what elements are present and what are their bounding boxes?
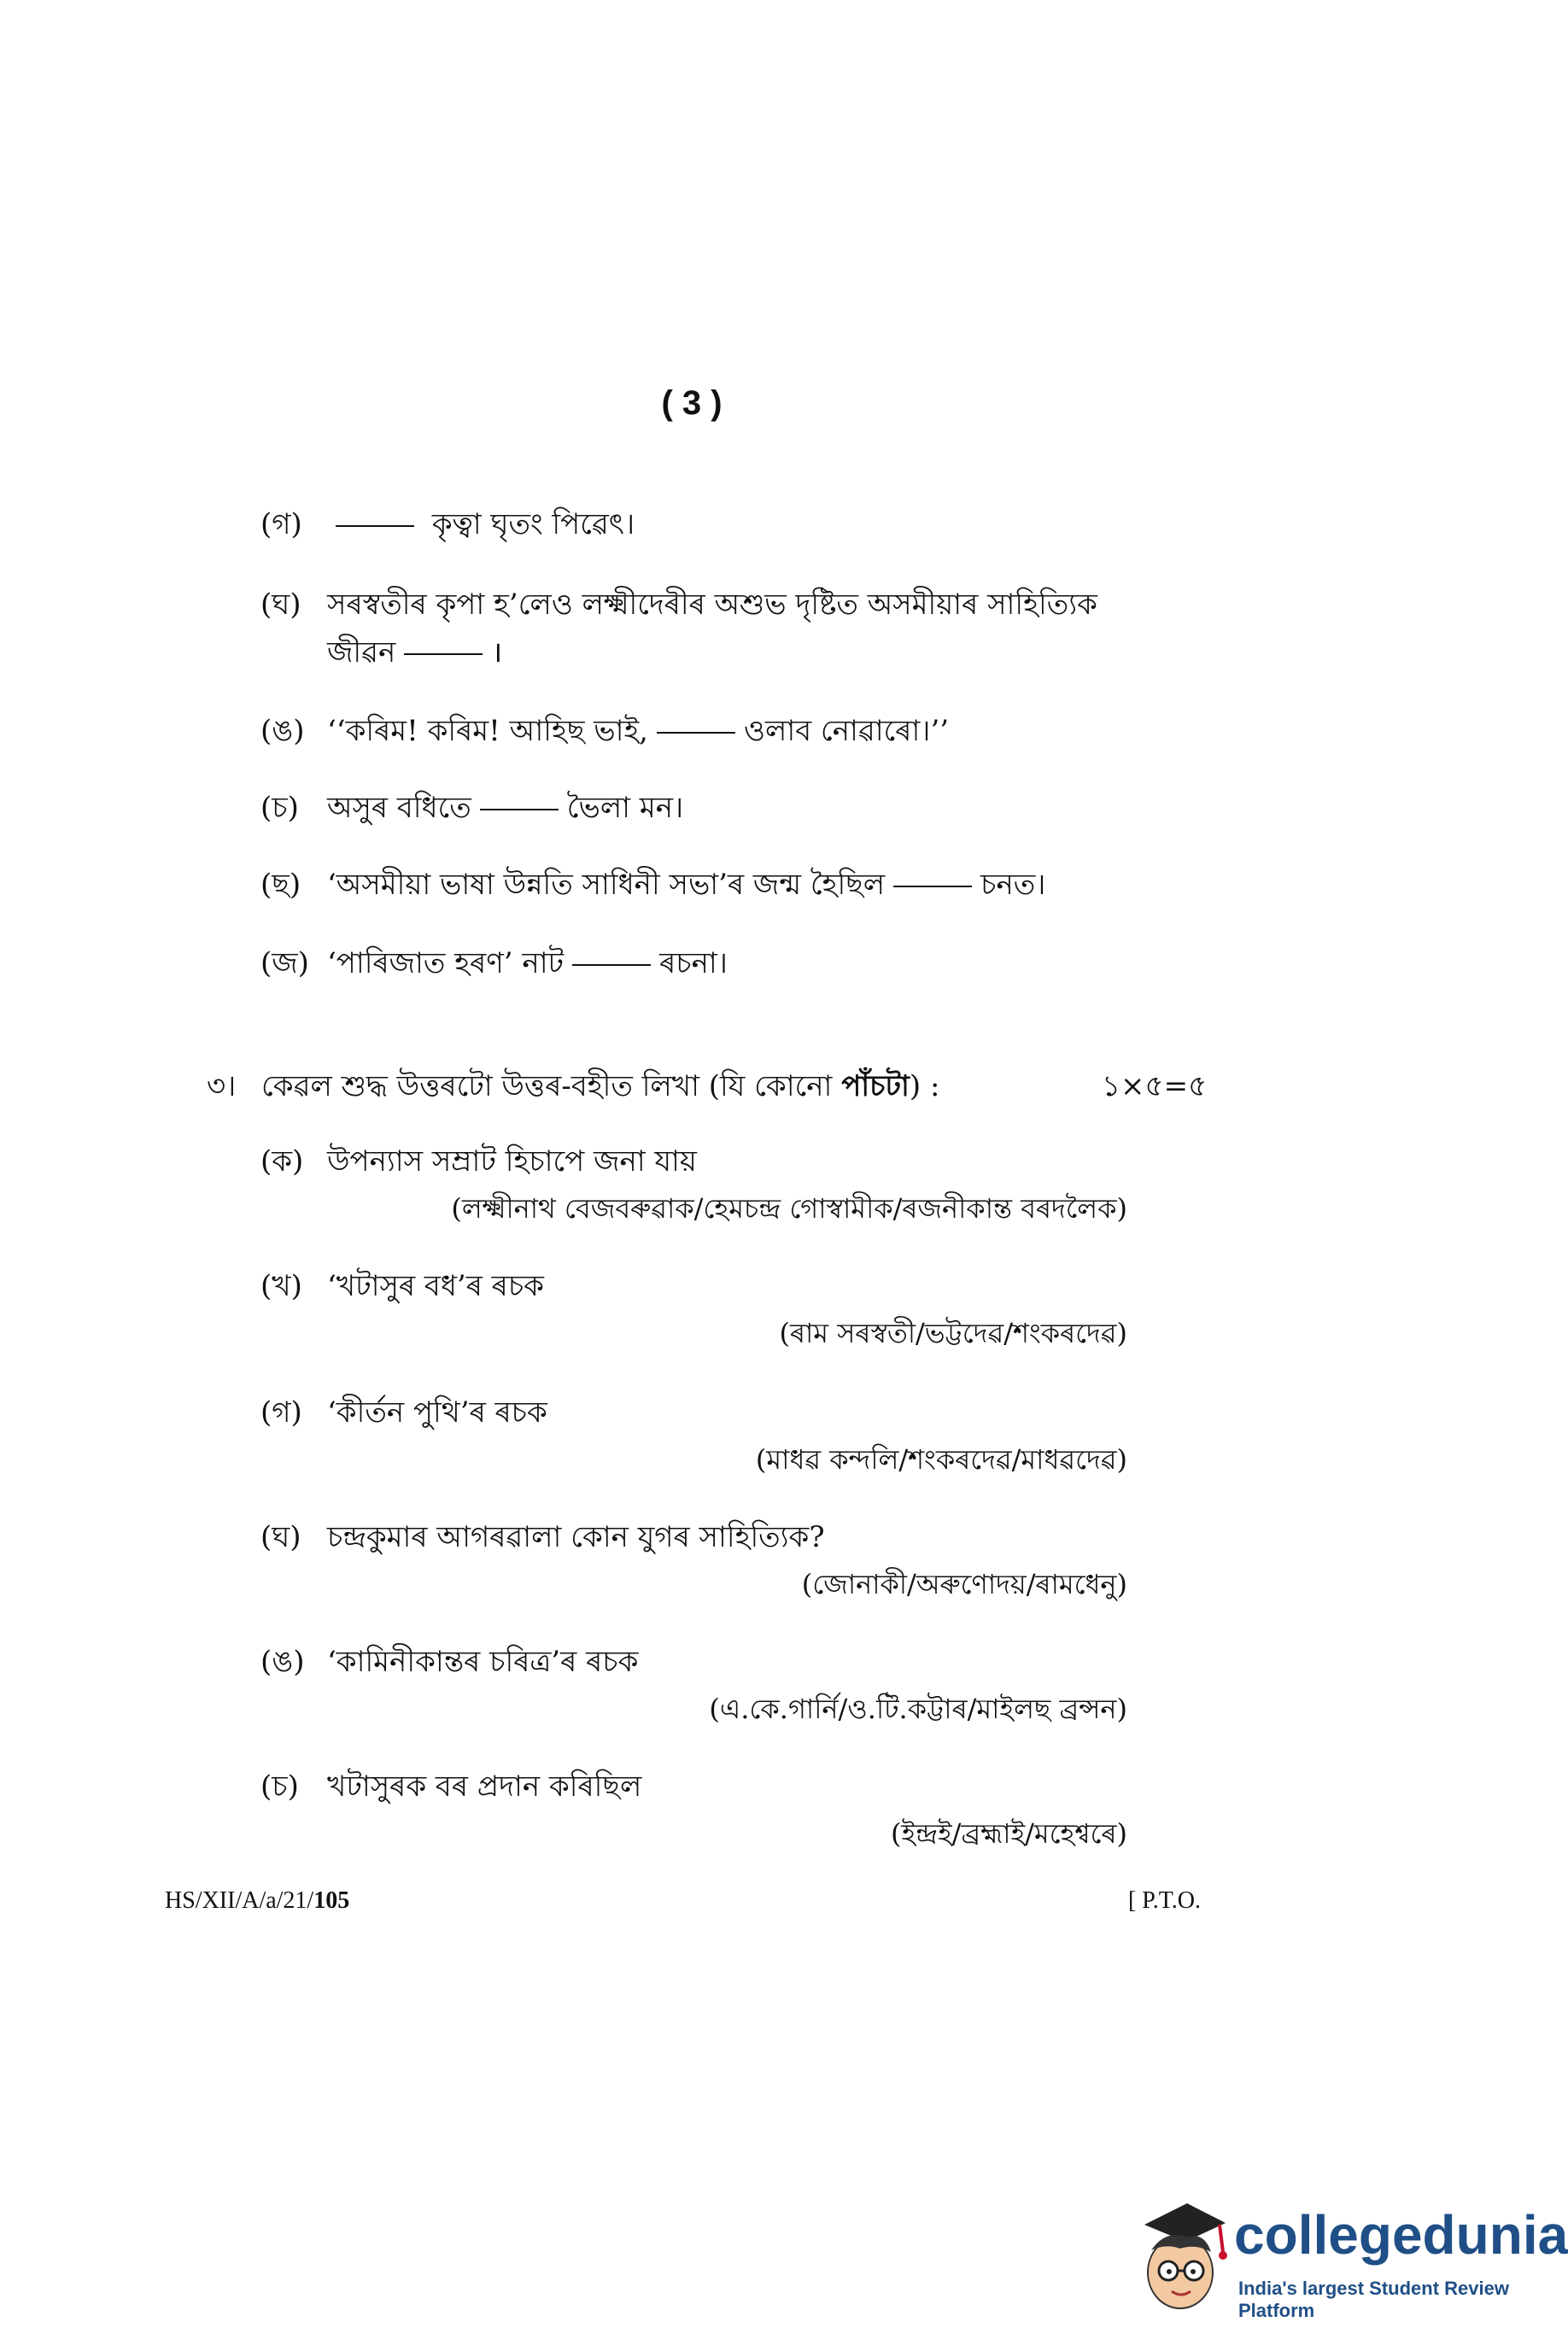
- q2-item-cha: [260, 863, 1045, 911]
- q3-item-ka: [260, 1139, 697, 1188]
- q3-instruction-start: কেৱল শুদ্ধ উত্তৰটো উত্তৰ-বহীত লিখা (যি কোনো: [261, 1069, 842, 1103]
- item-label: (খ): [260, 1269, 302, 1303]
- item-label: (ঙ): [260, 1645, 305, 1679]
- item-text-before: ‘অসমীয়া ভাষা উন্নতি সাধিনী সভা’ৰ জন্ম হৈছিল: [327, 868, 886, 902]
- q3-item-ga: [260, 1390, 547, 1439]
- q3-item-nga-options: (এ.কে.গাৰ্নি/ও.টি.কট্টাৰ/মাইলছ ব্ৰন্সন): [709, 1693, 1127, 1725]
- item-question: উপন্যাস সম্ৰাট হিচাপে জনা যায়: [327, 1144, 697, 1179]
- item-question: খটাসুৰক বৰ প্ৰদান কৰিছিল: [327, 1769, 642, 1804]
- q3-item-ka-options: (লক্ষ্মীনাথ বেজবৰুৱাক/হেমচন্দ্ৰ গোস্বামীক/ৰজনীকান্ত বৰদলৈক): [451, 1192, 1127, 1225]
- q2-item-nga: [260, 709, 949, 757]
- collegedunia-logo: [1127, 2199, 1568, 2321]
- item-text-line2: জীৱন: [327, 635, 396, 670]
- item-text-after: ওলাব নোৱাৰো।’’: [743, 714, 950, 748]
- item-label: (ঘ): [260, 1520, 301, 1554]
- q3-item-gha-options: (জোনাকী/অৰুণোদয়/ৰামধেনু): [801, 1568, 1127, 1600]
- item-label: (চ): [260, 791, 299, 825]
- paper-code-number: 105: [313, 1887, 350, 1914]
- item-label: (ঙ): [260, 714, 305, 748]
- q3-item-nga: [260, 1640, 638, 1688]
- q3-instruction-bold: পাঁচটা: [841, 1069, 910, 1103]
- answer-blank: [572, 964, 651, 966]
- paper-code: [165, 1887, 349, 1915]
- q3-instruction-end: ) :: [909, 1069, 940, 1103]
- q3-item-ca-options: (ইন্দ্ৰই/ব্ৰহ্মাই/মহেশ্বৰে): [891, 1817, 1127, 1850]
- item-text-before: ‘‘কৰিম! কৰিম! আহিছ ভাই,: [327, 714, 648, 748]
- question-number: ৩।: [207, 1069, 237, 1103]
- item-text-after: চনত।: [980, 868, 1046, 902]
- q3-item-ca: [260, 1764, 641, 1813]
- q3-item-kha: [260, 1264, 544, 1313]
- answer-blank: [657, 732, 735, 734]
- item-text-before: সৰস্বতীৰ কৃপা হ’লেও লক্ষ্মীদেৰীৰ অশুভ দৃষ্টিত অসমীয়াৰ সাহিত্যিক: [327, 588, 1097, 622]
- q2-item-gha-line2: জীৱন ।: [327, 635, 503, 670]
- logo-wordmark: collegedunia: [1234, 2204, 1568, 2266]
- item-text-after: ভৈলা মন।: [566, 791, 684, 825]
- item-label: (জ): [260, 946, 309, 980]
- item-label: (চ): [260, 1769, 299, 1804]
- q2-item-ca: [260, 786, 683, 834]
- q2-item-ga: [260, 502, 635, 551]
- q2-item-ja: [260, 941, 728, 990]
- q3-marks: ১×৫=৫: [1102, 1069, 1208, 1103]
- item-label: (ক): [260, 1144, 304, 1179]
- item-text-before: অসুৰ বধিতে: [327, 791, 471, 825]
- item-question: ‘কামিনীকান্তৰ চৰিত্ৰ’ৰ ৰচক: [327, 1645, 639, 1679]
- answer-blank: [893, 886, 972, 887]
- q3-heading: [207, 1064, 939, 1113]
- item-question: ‘কীৰ্তন পুথি’ৰ ৰচক: [327, 1395, 547, 1430]
- q2-item-gha: [260, 582, 1097, 631]
- student-mascot-icon: [1127, 2199, 1230, 2319]
- item-label: (ঘ): [260, 588, 301, 622]
- q3-item-kha-options: (ৰাম সৰস্বতী/ভট্টদেৱ/শংকৰদেৱ): [779, 1317, 1127, 1349]
- q3-item-ga-options: (মাধৱ কন্দলি/শংকৰদেৱ/মাধৱদেৱ): [755, 1443, 1127, 1476]
- item-label: (গ): [260, 1395, 302, 1430]
- item-text-before: ‘পাৰিজাত হৰণ’ নাট: [327, 946, 565, 980]
- item-text-after: ৰচনা।: [659, 946, 728, 980]
- item-label: (ছ): [260, 868, 301, 902]
- answer-blank: [404, 653, 483, 655]
- pto-label: [ P.T.O.: [1127, 1887, 1201, 1914]
- answer-blank: [480, 809, 559, 810]
- logo-tagline: India's largest Student Review Platform: [1238, 2278, 1509, 2321]
- item-label: (গ): [260, 507, 302, 541]
- item-question: চন্দ্ৰকুমাৰ আগৰৱালা কোন যুগৰ সাহিত্যিক?: [327, 1520, 825, 1554]
- paper-code-prefix: HS/XII/A/a/21/: [165, 1887, 314, 1914]
- answer-blank: [336, 525, 414, 527]
- item-question: ‘খটাসুৰ বধ’ৰ ৰচক: [327, 1269, 544, 1303]
- item-text-after: কৃত্বা ঘৃতং পিৱেৎ।: [431, 507, 635, 541]
- page-number: ( 3 ): [661, 384, 723, 422]
- q3-item-gha: [260, 1515, 825, 1564]
